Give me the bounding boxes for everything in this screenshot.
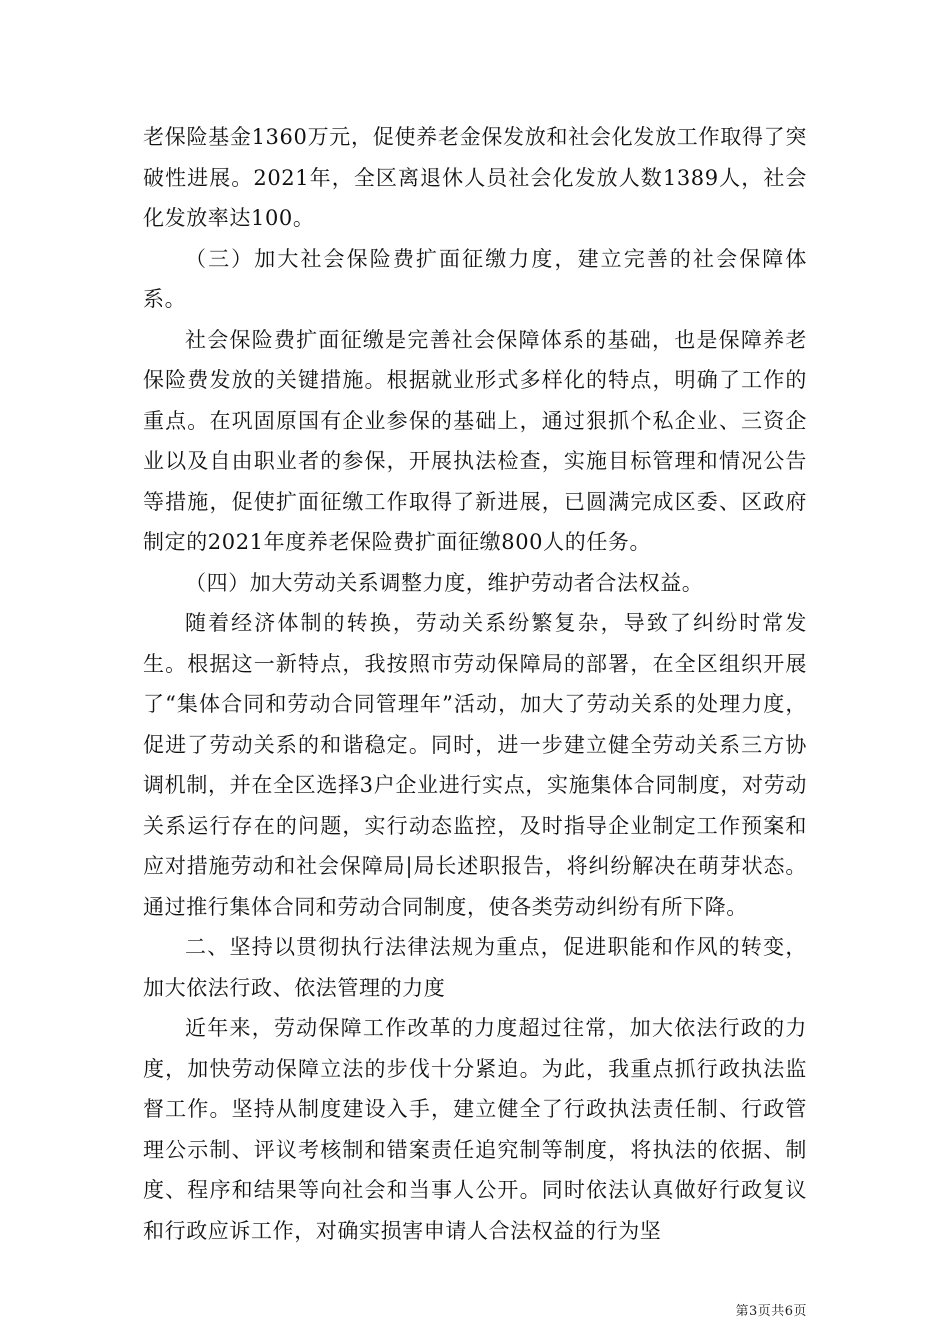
page-number: 第3页共6页 xyxy=(735,1304,807,1319)
heading-law-enforcement: 二、坚持以贯彻执行法律法规为重点，促进职能和作风的转变，加大依法行政、依法管理的力度 xyxy=(143,935,807,1000)
heading-labor-relations: （四）加大劳动关系调整力度，维护劳动者合法权益。 xyxy=(185,570,704,595)
paragraph-pension-fund: 老保险基金1360万元，促使养老金保发放和社会化发放工作取得了突破性进展。2021年，全区离退休人员社会化发放人数1389人，社会化发放率达100。 xyxy=(143,125,807,230)
paragraph-law-enforcement: 近年来，劳动保障工作改革的力度超过往常，加大依法行政的力度，加快劳动保障立法的步伐十分紧迫。为此，我重点抓行政执法监督工作。坚持从制度建设入手，建立健全了行政执法责任制、行政管理公示制、评议考核制和错案责任追究制等制度，将执法的依据、制度、程序和结果等向社会和当事人公开。同时依法认真做好行政复议和行政应诉工作，对确实损害申请人合法权益的行为坚 xyxy=(143,1016,807,1243)
paragraph-labor-relations: 随着经济体制的转换，劳动关系纷繁复杂，导致了纠纷时常发生。根据这一新特点，我按照市劳动保障局的部署，在全区组织开展了“集体合同和劳动合同管理年”活动，加大了劳动关系的处理力度，促进了劳动关系的和谐稳定。同时，进一步建立健全劳动关系三方协调机制，并在全区选择3户企业进行实点，实施集体合同制度，对劳动关系运行存在的问题，实行动态监控，及时指导企业制定工作预案和应对措施劳动和社会保障局|局长述职报告，将纠纷解决在萌芽状态。通过推行集体合同和劳动合同制度，使各类劳动纠纷有所下降。 xyxy=(143,611,807,919)
paragraph-social-insurance: 社会保险费扩面征缴是完善社会保障体系的基础，也是保障养老保险费发放的关键措施。根据就业形式多样化的特点，明确了工作的重点。在巩固原国有企业参保的基础上，通过狠抓个私企业、三资企业以及自由职业者的参保，开展执法检查，实施目标管理和情况公告等措施，促使扩面征缴工作取得了新进展，已圆满完成区委、区政府制定的2021年度养老保险费扩面征缴800人的任务。 xyxy=(143,327,807,554)
heading-social-insurance: （三）加大社会保险费扩面征缴力度，建立完善的社会保障体系。 xyxy=(143,246,807,311)
document-body xyxy=(143,117,807,1251)
